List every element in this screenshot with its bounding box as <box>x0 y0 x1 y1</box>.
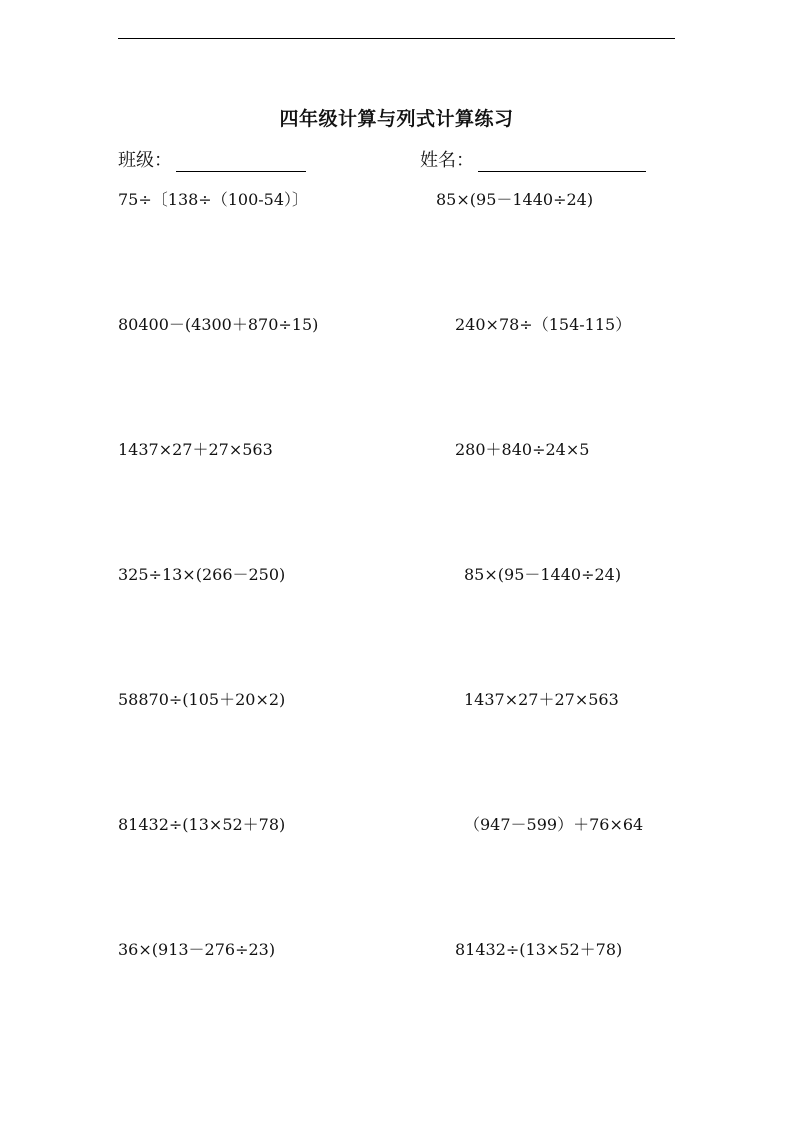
problem-left-4: 325÷13×(266－250) <box>118 565 286 584</box>
class-label: 班级： <box>118 150 172 171</box>
name-label: 姓名： <box>420 150 474 171</box>
header-rule <box>118 38 675 39</box>
problem-left-6: 81432÷(13×52＋78) <box>118 815 286 834</box>
problem-right-5: 1437×27＋27×563 <box>464 690 619 709</box>
problem-left-2: 80400－(4300＋870÷15) <box>118 315 319 334</box>
problem-left-7: 36×(913－276÷23) <box>118 940 276 959</box>
name-blank-line <box>478 153 646 172</box>
problem-right-4: 85×(95－1440÷24) <box>464 565 622 584</box>
class-field <box>118 148 306 172</box>
problem-right-1: 85×(95－1440÷24) <box>436 190 594 209</box>
name-field <box>420 148 646 172</box>
problem-left-1: 75÷〔138÷（100-54）〕 <box>118 190 309 209</box>
problem-right-7: 81432÷(13×52＋78) <box>455 940 623 959</box>
problem-left-5: 58870÷(105＋20×2) <box>118 690 286 709</box>
problem-left-3: 1437×27＋27×563 <box>118 440 273 459</box>
problem-right-6: （947－599）＋76×64 <box>464 815 644 834</box>
problem-right-2: 240×78÷（154-115） <box>455 315 632 334</box>
problem-right-3: 280＋840÷24×5 <box>455 440 590 459</box>
page-title: 四年级计算与列式计算练习 <box>279 108 514 130</box>
class-blank-line <box>176 153 306 172</box>
